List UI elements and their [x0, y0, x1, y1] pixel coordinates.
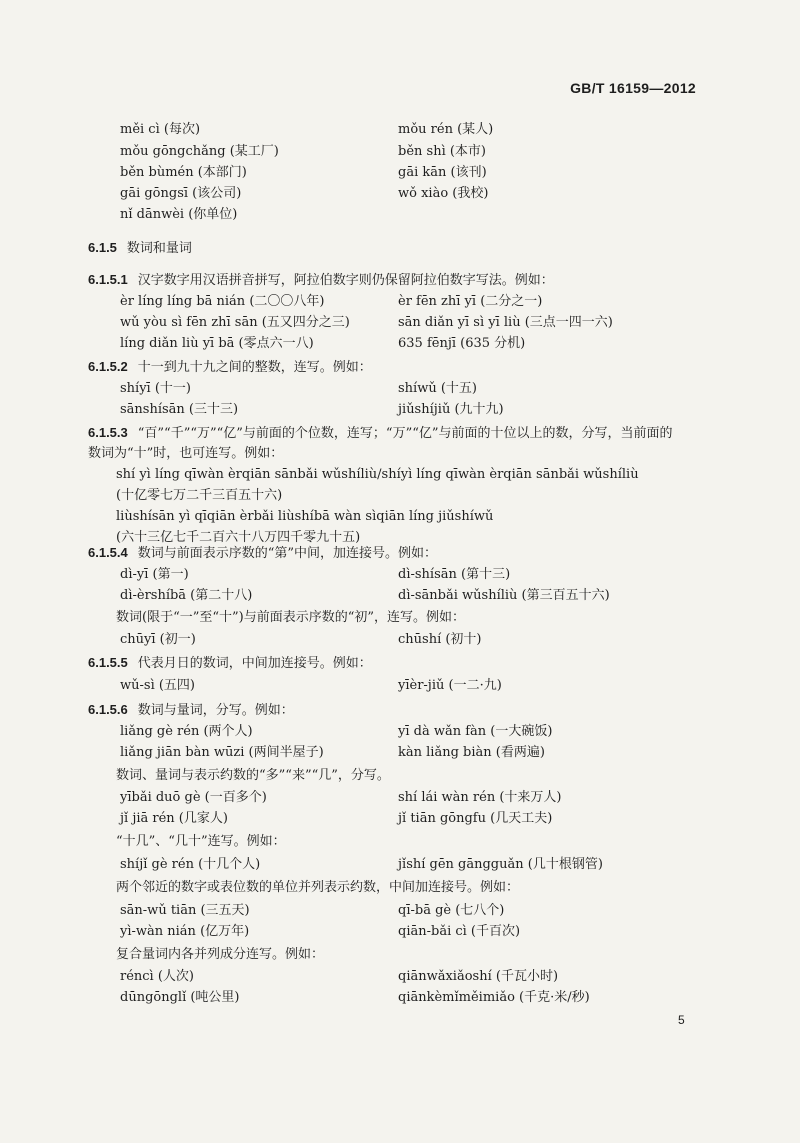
- clause-text: 数词与前面表示序数的“第”中间，加连接号。例如：: [137, 546, 438, 561]
- example-left: chūyī (初一): [120, 632, 196, 647]
- page-number: 5: [678, 1013, 685, 1027]
- section-number: 6.1.5: [88, 240, 117, 255]
- example-right: chūshí (初十): [398, 632, 482, 647]
- example-left: běn bùmén (本部门): [120, 165, 247, 180]
- clause-text: 十一到九十九之间的整数，连写。例如：: [137, 360, 372, 375]
- example-right: qiān-bǎi cì (千百次): [398, 924, 521, 939]
- example-left: liǎng gè rén (两个人): [120, 724, 253, 739]
- example-left: mǒu gōngchǎng (某工厂): [120, 144, 279, 159]
- clause-number: 6.1.5.4: [88, 545, 128, 560]
- example-left: sānshísān (三十三): [120, 402, 239, 417]
- example-left: dì-èrshíbā (第二十八): [120, 588, 253, 603]
- clause-number: 6.1.5.1: [88, 272, 128, 287]
- example-left: gāi gōngsī (该公司): [120, 186, 242, 201]
- example-left: jǐ jiā rén (几家人): [120, 811, 228, 826]
- note-text: “十几”、“几十”连写。例如：: [116, 834, 286, 849]
- example-left: yì-wàn nián (亿万年): [120, 924, 250, 939]
- example-right: gāi kān (该刊): [398, 165, 487, 180]
- example-left: měi cì (每次): [120, 122, 201, 137]
- example-left: dì-yī (第一): [120, 567, 189, 582]
- clause-number: 6.1.5.2: [88, 359, 128, 374]
- standard-code: GB/T 16159—2012: [570, 80, 696, 96]
- example-hanzi: (六十三亿七千二百六十八万四千零九十五): [116, 530, 361, 545]
- clause-6-1-5-3: [88, 425, 673, 442]
- clause-text: 数词与量词，分写。例如：: [137, 703, 294, 718]
- example-right: yī dà wǎn fàn (一大碗饭): [398, 724, 553, 739]
- example-left: réncì (人次): [120, 969, 194, 984]
- example-right: sān diǎn yī sì yī liù (三点一四一六): [398, 315, 613, 330]
- example-left: sān-wǔ tiān (三五天): [120, 903, 250, 918]
- clause-6-1-5-4: [88, 545, 437, 562]
- example-right: běn shì (本市): [398, 144, 486, 159]
- clause-6-1-5-1: [88, 272, 554, 289]
- note-text: 两个邻近的数字或表位数的单位并列表示约数，中间加连接号。例如：: [116, 880, 520, 895]
- clause-number: 6.1.5.6: [88, 702, 128, 717]
- example-right: èr fēn zhī yī (二分之一): [398, 294, 543, 309]
- example-right: dì-sānbǎi wǔshíliù (第三百五十六): [398, 588, 610, 603]
- example-left: liǎng jiān bàn wūzi (两间半屋子): [120, 745, 324, 760]
- example-left: yībǎi duō gè (一百多个): [120, 790, 267, 805]
- section-heading: [88, 240, 192, 257]
- example-right: shíwǔ (十五): [398, 381, 477, 396]
- example-right: yīèr-jiǔ (一二·九): [398, 678, 502, 693]
- note-text: 复合量词内各并列成分连写。例如：: [116, 947, 325, 962]
- example-left: shíyī (十一): [120, 381, 191, 396]
- clause-text: 汉字数字用汉语拼音拼写，阿拉伯数字则仍保留阿拉伯数字写法。例如：: [137, 273, 554, 288]
- example-right: 635 fēnjī (635 分机): [398, 336, 526, 351]
- clause-number: 6.1.5.3: [88, 425, 128, 440]
- example-left: wǔ-sì (五四): [120, 678, 195, 693]
- example-left: èr líng líng bā nián (二〇〇八年): [120, 294, 325, 309]
- example-left: wǔ yòu sì fēn zhī sān (五又四分之三): [120, 315, 350, 330]
- note-text: 数词、量词与表示约数的“多”“来”“几”，分写。: [116, 768, 390, 783]
- example-right: qī-bā gè (七八个): [398, 903, 505, 918]
- clause-6-1-5-5: [88, 655, 372, 672]
- example-right: mǒu rén (某人): [398, 122, 494, 137]
- clause-6-1-5-6: [88, 702, 294, 719]
- example-right: dì-shísān (第十三): [398, 567, 511, 582]
- clause-text-continued: 数词为“十”时，也可连写。例如：: [88, 446, 284, 461]
- clause-number: 6.1.5.5: [88, 655, 128, 670]
- clause-6-1-5-2: [88, 359, 372, 376]
- example-left: líng diǎn liù yī bā (零点六一八): [120, 336, 314, 351]
- example-right: kàn liǎng biàn (看两遍): [398, 745, 545, 760]
- example-right: qiānkèmǐměimiǎo (千克·米/秒): [398, 990, 590, 1005]
- example-hanzi: (十亿零七万二千三百五十六): [116, 488, 283, 503]
- example-right: wǒ xiào (我校): [398, 186, 489, 201]
- example-right: jǐ tiān gōngfu (几天工夫): [398, 811, 553, 826]
- example-left: dūngōnglǐ (吨公里): [120, 990, 240, 1005]
- example-pinyin: shí yì líng qīwàn èrqiān sānbǎi wǔshíliù/shíyì líng qīwàn èrqiān sānbǎi wǔshíliù: [116, 467, 639, 482]
- example-right: jiǔshíjiǔ (九十九): [398, 402, 504, 417]
- clause-text: “百”“千”“万”“亿”与前面的个位数，连写；“万”“亿”与前面的十位以上的数，分写，当前面的: [137, 426, 673, 441]
- example-right: shí lái wàn rén (十来万人): [398, 790, 562, 805]
- example-right: qiānwǎxiǎoshí (千瓦小时): [398, 969, 559, 984]
- example-pinyin: liùshísān yì qīqiān èrbǎi liùshíbā wàn sìqiān líng jiǔshíwǔ: [116, 509, 494, 524]
- note-text: 数词(限于“一”至“十”)与前面表示序数的“初”，连写。例如：: [116, 610, 466, 625]
- section-title: 数词和量词: [126, 240, 192, 255]
- example-left: nǐ dānwèi (你单位): [120, 207, 238, 222]
- example-left: shíjǐ gè rén (十几个人): [120, 857, 261, 872]
- clause-text: 代表月日的数词，中间加连接号。例如：: [137, 656, 372, 671]
- example-right: jǐshí gēn gāngguǎn (几十根钢管): [398, 857, 603, 872]
